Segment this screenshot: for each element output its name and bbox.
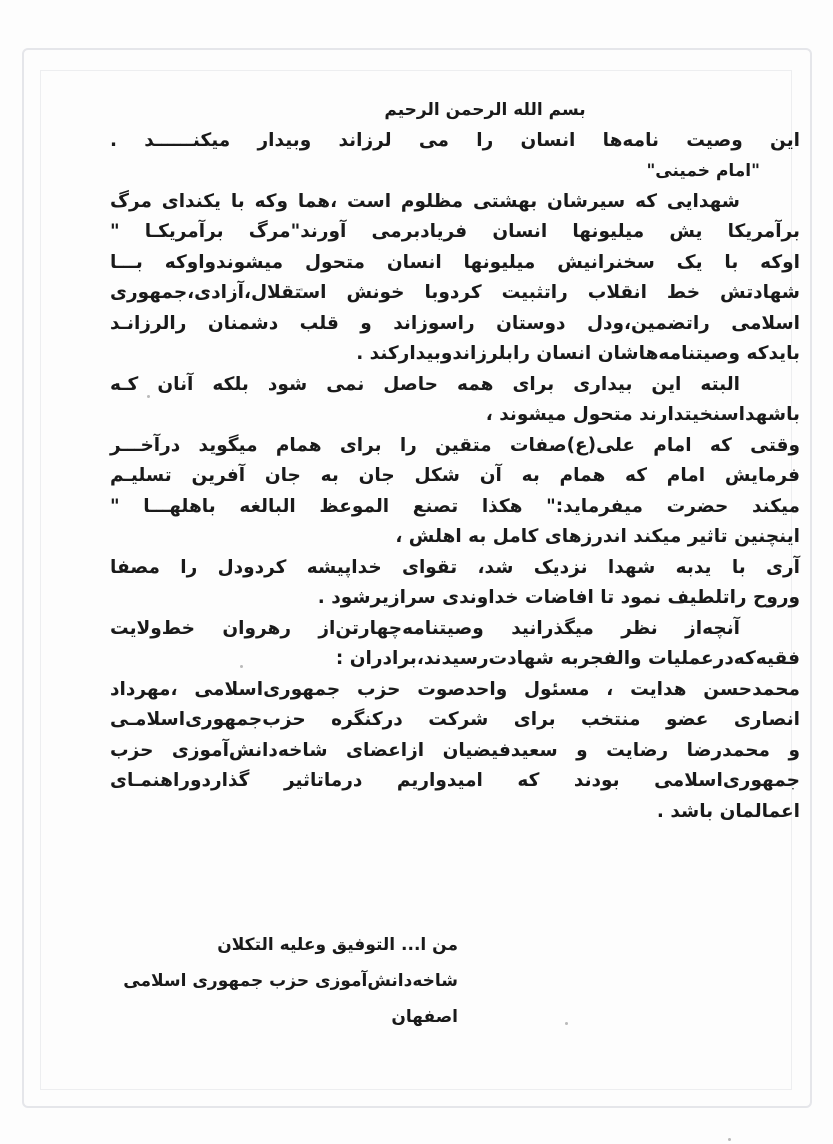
basmala-heading: بسم الله الرحمن الرحیم [384,100,586,120]
body-line: آری با یدبه شهدا نزدیک شد، تقوای خداپیشه کردودل را مصفا [110,556,800,578]
body-line: اینچنین تاثیر میکند اندرزهای کامل به اهلش ، [395,526,800,547]
body-line: جمهوری‌اسلامی بودند که امیدواریم درماتاثیر گذاردوراهنمـای [110,770,800,791]
body-line: اسلامی راتضمین،ودل دوستان راسوزاند و قلب دشمنان رالرزانـد [110,312,800,334]
signature-block [123,927,458,1035]
body-line: میکند حضرت میفرماید:" هکذا تصنع الموعظ البالغه باهلهـــا " [110,495,800,517]
body-line: آنچه‌از نظر میگذرانید وصیتنامه‌چهارتن‌از رهروان خط‌ولایت [110,617,740,639]
body-line: محمدحسن هدایت ، مسئول واحدصوت حزب جمهوری‌اسلامی ،مهرداد [110,678,800,700]
body-line: فرمایش امام که همام به آن شکل جان به جان آفرین تسلیـم [110,465,800,486]
letter-body [110,95,800,827]
body-line: اعمالمان باشد . [656,800,800,822]
body-line: البته این بیداری برای همه حاصل نمی شود بلکه آنان کـه [110,373,740,395]
body-line: بایدکه وصیتنامه‌هاشان انسان رابلرزاندوبیدارکند . [356,343,800,364]
signature-organization: شاخه‌دانش‌آموزی حزب جمهوری اسلامی [123,971,458,991]
intro-line: این وصیت نامه‌ها انسان را می لرزاند وبیدار میکنــــــد . [110,129,800,151]
body-line: و محمدرضا رضایت و سعیدفیضیان ازاعضای شاخه‌دانش‌آموزی حزب [110,739,800,761]
scan-speck [565,1022,568,1025]
signature-city: اصفهان [391,1007,458,1027]
body-line: اوکه با یک سخنرانیش میلیونها انسان متحول میشوندواوکه بـــا [110,251,800,273]
body-line: شهدایی که سیرشان بهشتی مظلوم است ،هما وکه با یکندای مرگ [110,190,740,212]
body-line: باشهداسنخیتدارند متحول میشوند ، [485,404,800,425]
body-line: وقتی که امام علی(ع)صفات متقین را برای همام میگوید درآخـــر [110,434,800,456]
scan-speck [728,1138,731,1141]
body-line: وروح راتلطیف نمود تا افاضات خداوندی سرازیرشود . [317,587,800,608]
closing-phrase: من ا... التوفیق وعلیه التکلان [217,935,458,955]
body-line: فقیه‌که‌درعملیات والفجربه شهادت‌رسیدند،برادران : [335,648,800,669]
quote-source: "امام خمینی" [646,161,760,181]
body-line: شهادتش خط انقلاب راتثبیت کردوبا خونش استقلال،آزادی،جمهوری [110,282,800,303]
body-line: انصاری عضو منتخب برای شرکت درکنگره حزب‌جمهوری‌اسلامـی [110,709,800,730]
body-line: برآمریکا یش میلیونها انسان فریادبرمی آورند"مرگ برآمریکـا " [110,221,800,242]
